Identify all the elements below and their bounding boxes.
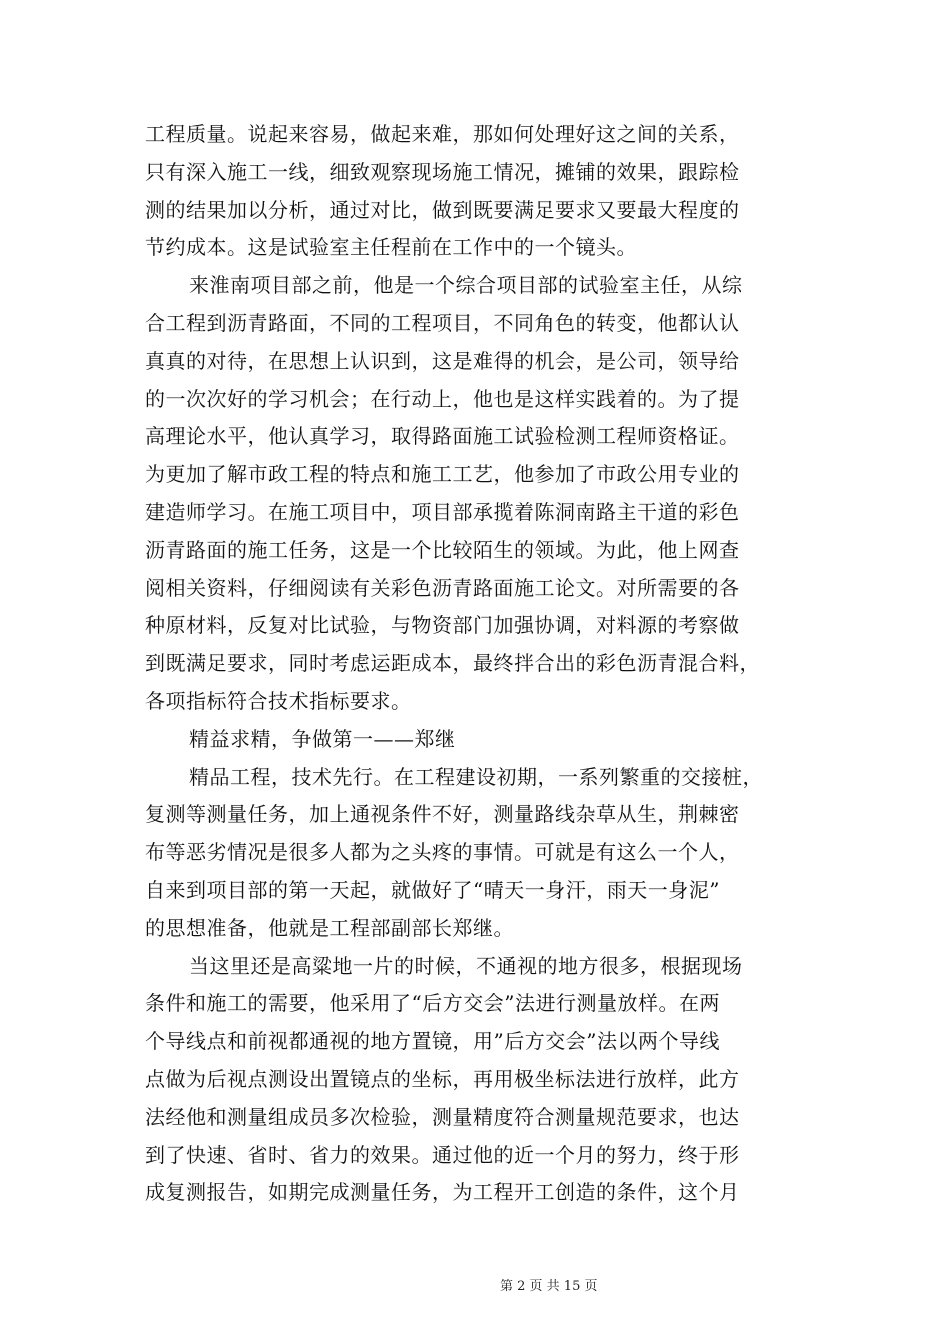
text-line: 的思想准备，他就是工程部副部长郑继。 xyxy=(145,915,514,940)
body-text xyxy=(145,116,825,1212)
text-line: 复测等测量任务，加上通视条件不好，测量路线杂草从生，荆棘密 xyxy=(145,802,740,827)
text-line: 成复测报告，如期完成测量任务，为工程开工创造的条件，这个月 xyxy=(145,1180,740,1205)
text-line: 点做为后视点测设出置镜点的坐标，再用极坐标法进行放样，此方 xyxy=(145,1066,740,1091)
text-line: 法经他和测量组成员多次检验，测量精度符合测量规范要求，也达 xyxy=(145,1104,740,1129)
text-line: 为更加了解市政工程的特点和施工工艺，他参加了市政公用专业的 xyxy=(145,462,740,487)
text-line: 精品工程，技术先行。在工程建设初期，一系列繁重的交接桩， xyxy=(189,764,763,789)
text-line: 真真的对待，在思想上认识到，这是难得的机会，是公司，领导给 xyxy=(145,348,740,373)
text-line: 布等恶劣情况是很多人都为之头疼的事情。可就是有这么一个人， xyxy=(145,840,740,865)
page-footer: 第 2 页 共 15 页 xyxy=(500,1279,598,1294)
text-line: 节约成本。这是试验室主任程前在工作中的一个镜头。 xyxy=(145,235,637,260)
text-line: 来淮南项目部之前，他是一个综合项目部的试验室主任，从综 xyxy=(189,273,743,298)
text-line: 条件和施工的需要，他采用了“后方交会”法进行测量放样。在两 xyxy=(145,991,720,1016)
text-line: 种原材料，反复对比试验，与物资部门加强协调，对料源的考察做 xyxy=(145,613,740,638)
text-line: 各项指标符合技术指标要求。 xyxy=(145,688,412,713)
text-line: 的一次次好的学习机会；在行动上，他也是这样实践着的。为了提 xyxy=(145,386,740,411)
text-line: 只有深入施工一线，细致观察现场施工情况，摊铺的效果，跟踪检 xyxy=(145,159,740,184)
text-line: 高理论水平，他认真学习，取得路面施工试验检测工程师资格证。 xyxy=(145,424,740,449)
text-line: 到了快速、省时、省力的效果。通过他的近一个月的努力，终于形 xyxy=(145,1142,740,1167)
text-line: 沥青路面的施工任务，这是一个比较陌生的领域。为此，他上网查 xyxy=(145,537,740,562)
text-line: 到既满足要求，同时考虑运距成本，最终拌合出的彩色沥青混合料， xyxy=(145,651,760,676)
text-line: 测的结果加以分析，通过对比，做到既要满足要求又要最大程度的 xyxy=(145,197,740,222)
text-line: 合工程到沥青路面，不同的工程项目，不同角色的转变，他都认认 xyxy=(145,310,740,335)
text-line: 阅相关资料，仔细阅读有关彩色沥青路面施工论文。对所需要的各 xyxy=(145,575,740,600)
text-line: 自来到项目部的第一天起，就做好了“晴天一身汗，雨天一身泥” xyxy=(145,877,720,902)
text-line: 当这里还是高粱地一片的时候，不通视的地方很多，根据现场 xyxy=(189,953,743,978)
section-heading: 精益求精，争做第一——郑继 xyxy=(189,726,456,751)
text-line: 建造师学习。在施工项目中，项目部承揽着陈洞南路主干道的彩色 xyxy=(145,499,740,524)
text-line: 个导线点和前视都通视的地方置镜，用”后方交会”法以两个导线 xyxy=(145,1029,720,1054)
text-line: 工程质量。说起来容易，做起来难，那如何处理好这之间的关系， xyxy=(145,122,740,146)
